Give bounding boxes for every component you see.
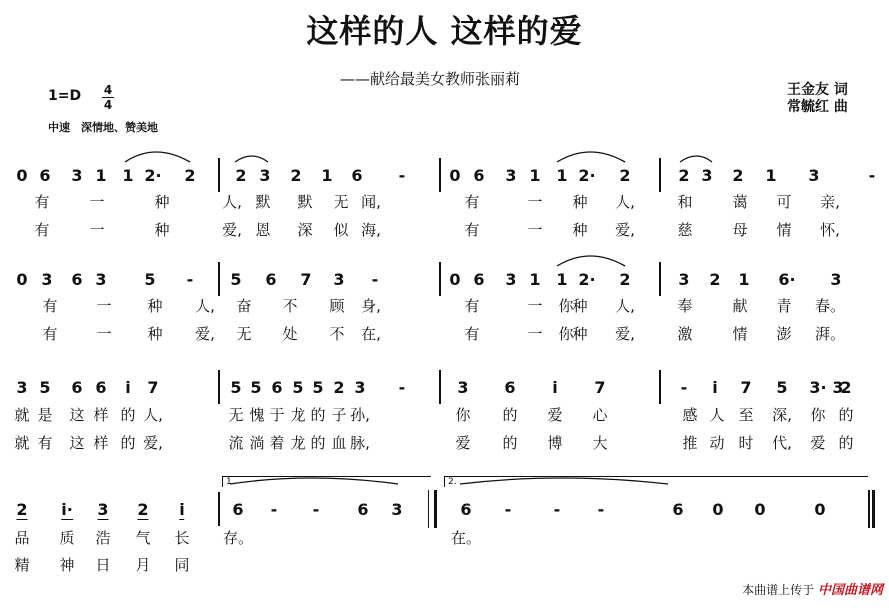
lyric-verse-2: 血 <box>331 434 347 452</box>
note: 2 <box>333 378 345 397</box>
note: 3 <box>71 166 83 185</box>
note: - <box>680 378 688 397</box>
note: 3 <box>505 270 517 289</box>
lyric-verse-1: 默 <box>297 193 313 211</box>
note: 1 <box>556 270 568 289</box>
note: 1 <box>122 166 134 185</box>
lyric-verse-2: 爱, <box>195 325 215 343</box>
note: - <box>868 166 876 185</box>
note: 3 <box>16 378 28 397</box>
lyric-verse-1: 人, <box>222 193 242 211</box>
note: 3 <box>701 166 713 185</box>
lyric-verse-1: 和 <box>677 193 693 211</box>
lyric-verse-2: 月 <box>135 556 151 574</box>
lyric-verse-2: 一 <box>89 221 105 239</box>
note: 2 <box>840 378 852 397</box>
lyric-verse-1: 心 <box>592 406 608 424</box>
note: 6 <box>232 500 244 519</box>
lyric-verse-2: 怀, <box>820 221 840 239</box>
lyric-verse-1: 品 <box>14 529 30 547</box>
note: 2 <box>619 166 631 185</box>
note: - <box>597 500 605 519</box>
bar-line <box>218 262 220 296</box>
lyric-verse-2: 爱, <box>615 325 635 343</box>
note: 2 <box>619 270 631 289</box>
lyric-verse-1: 奋 <box>236 297 252 315</box>
note: 5 <box>230 270 242 289</box>
time-signature <box>100 84 116 111</box>
note: - <box>398 166 406 185</box>
bar-line <box>659 262 661 296</box>
note: 0 <box>16 270 28 289</box>
lyric-verse-2: 的 <box>838 434 854 452</box>
lyric-verse-1: 的 <box>502 406 518 424</box>
lyric-verse-1: 你 <box>455 406 471 424</box>
note: 6 <box>71 270 83 289</box>
lyric-verse-2: 淌 <box>249 434 265 452</box>
lyric-verse-1: 种 <box>572 193 588 211</box>
lyric-verse-2: 神 <box>59 556 75 574</box>
site-brand: 中国曲谱网 <box>817 583 883 598</box>
lyric-verse-1: 闻, <box>361 193 381 211</box>
note: 5 <box>312 378 324 397</box>
lyric-verse-2: 日 <box>95 556 111 574</box>
note: - <box>270 500 278 519</box>
lyric-verse-2: 处 <box>282 325 298 343</box>
lyric-verse-2: 推 <box>682 434 698 452</box>
key-signature: 1=D <box>48 88 82 104</box>
lyric-verse-2: 这 <box>69 434 85 452</box>
lyric-verse-1: 气 <box>135 529 151 547</box>
lyric-verse-2: 不 <box>329 325 345 343</box>
lyric-verse-2: 代, <box>772 434 792 452</box>
note: 1 <box>95 166 107 185</box>
note: 7 <box>300 270 312 289</box>
note: 6 <box>473 270 485 289</box>
note: i <box>125 378 131 397</box>
note: 2 <box>709 270 721 289</box>
lyric-verse-2: 一 <box>527 325 543 343</box>
composer-credit: 常毓红 曲 <box>787 99 848 115</box>
lyric-verse-1: 有 <box>464 193 480 211</box>
lyric-verse-1: 在。 <box>450 529 482 547</box>
lyric-verse-1: 一 <box>527 193 543 211</box>
page-title: 这样的人 这样的爱 <box>306 12 583 50</box>
bar-line <box>439 262 441 296</box>
lyric-verse-1: 可 <box>776 193 792 211</box>
note: 5 <box>39 378 51 397</box>
note: 6 <box>265 270 277 289</box>
lyric-verse-2: 爱, <box>615 221 635 239</box>
note: 1 <box>765 166 777 185</box>
note: i <box>552 378 558 397</box>
lyric-verse-1: 的 <box>120 406 136 424</box>
note: 3 <box>457 378 469 397</box>
note: 3 <box>830 270 842 289</box>
note: 6 <box>460 500 472 519</box>
note: 7 <box>594 378 606 397</box>
lyric-verse-1: 爱 <box>547 406 563 424</box>
lyric-verse-1: 种 <box>147 297 163 315</box>
lyric-verse-1: 的 <box>838 406 854 424</box>
lyric-verse-2: 无 <box>236 325 252 343</box>
slur <box>557 256 625 266</box>
lyric-verse-2: 有 <box>464 325 480 343</box>
final-barline <box>868 490 870 528</box>
lyric-verse-1: 不 <box>282 297 298 315</box>
note: 0 <box>754 500 766 519</box>
lyric-verse-1: 种 <box>572 297 588 315</box>
lyric-verse-1: 浩 <box>95 529 111 547</box>
note: 2· <box>144 166 162 185</box>
note: 0 <box>449 270 461 289</box>
note: 3 <box>354 378 366 397</box>
subtitle: ——献给最美女教师张丽莉 <box>340 70 521 88</box>
lyric-verse-2: 湃。 <box>814 325 846 343</box>
lyric-verse-1: 你 <box>810 406 826 424</box>
lyric-verse-1: 感 <box>682 406 698 424</box>
lyric-verse-2: 爱 <box>455 434 471 452</box>
note: 6· <box>778 270 796 289</box>
slur <box>235 156 268 162</box>
lyric-verse-2: 深 <box>297 221 313 239</box>
note: 5 <box>144 270 156 289</box>
lyric-verse-2: 精 <box>14 556 30 574</box>
note: 3 <box>678 270 690 289</box>
time-signature-bottom: 4 <box>103 98 113 112</box>
lyric-verse-1: 亲, <box>820 193 840 211</box>
note: i <box>712 378 718 397</box>
lyric-verse-1: 人, <box>143 406 163 424</box>
lyric-verse-1: 愧 <box>249 406 265 424</box>
lyric-verse-2: 情 <box>732 325 748 343</box>
lyric-verse-1: 于 <box>269 406 285 424</box>
note: 7 <box>147 378 159 397</box>
lyric-verse-1: 有 <box>42 297 58 315</box>
lyric-verse-1: 人 <box>709 406 725 424</box>
note: 3 <box>505 166 517 185</box>
lyric-verse-2: 脉, <box>350 434 370 452</box>
note: 1 <box>529 270 541 289</box>
note: 3 <box>808 166 820 185</box>
bar-line <box>439 370 441 404</box>
lyric-verse-2: 流 <box>228 434 244 452</box>
lyric-verse-2: 的 <box>120 434 136 452</box>
note: 3 <box>95 270 107 289</box>
lyric-verse-2: 种 <box>572 221 588 239</box>
lyric-verse-2: 种 <box>154 221 170 239</box>
lyric-verse-1: 顾 <box>329 297 345 315</box>
lyric-verse-2: 的 <box>310 434 326 452</box>
second-ending-bracket: 2. <box>444 476 868 487</box>
note: 3 <box>832 378 844 397</box>
note: - <box>398 378 406 397</box>
lyric-verse-1: 子 <box>331 406 347 424</box>
note: 1 <box>529 166 541 185</box>
note: 1 <box>738 270 750 289</box>
lyric-verse-1: 你 <box>558 297 574 315</box>
lyric-verse-1: 人, <box>195 297 215 315</box>
lyric-verse-2: 种 <box>147 325 163 343</box>
lyric-verse-1: 有 <box>34 193 50 211</box>
note: - <box>312 500 320 519</box>
lyric-verse-2: 一 <box>96 325 112 343</box>
note: 3 <box>97 500 109 519</box>
note: 6 <box>357 500 369 519</box>
lyric-verse-2: 有 <box>464 221 480 239</box>
lyric-verse-1: 是 <box>37 406 53 424</box>
note: - <box>371 270 379 289</box>
lyric-verse-2: 爱 <box>810 434 826 452</box>
lyric-verse-2: 样 <box>93 434 109 452</box>
lyric-verse-1: 孙, <box>350 406 370 424</box>
lyric-verse-2: 一 <box>527 221 543 239</box>
bar-line <box>439 158 441 192</box>
note: 6 <box>504 378 516 397</box>
note: 3 <box>41 270 53 289</box>
lyric-verse-2: 时 <box>738 434 754 452</box>
note: - <box>186 270 194 289</box>
note: 6 <box>39 166 51 185</box>
lyric-verse-2: 种 <box>572 325 588 343</box>
lyric-verse-1: 有 <box>464 297 480 315</box>
bar-line <box>659 158 661 192</box>
lyric-verse-2: 似 <box>333 221 349 239</box>
note: 2 <box>16 500 28 519</box>
slur <box>557 152 625 162</box>
note: 5 <box>776 378 788 397</box>
note: 1 <box>556 166 568 185</box>
lyric-verse-2: 同 <box>174 556 190 574</box>
lyric-verse-1: 种 <box>154 193 170 211</box>
lyric-verse-2: 情 <box>776 221 792 239</box>
note: 6 <box>672 500 684 519</box>
lyric-verse-2: 母 <box>732 221 748 239</box>
lyric-verse-2: 在, <box>361 325 381 343</box>
note: 0 <box>814 500 826 519</box>
lyric-verse-1: 无 <box>228 406 244 424</box>
lyric-verse-2: 恩 <box>255 221 271 239</box>
tempo-marking: 中速 深情地、赞美地 <box>48 121 158 134</box>
note: i· <box>61 500 73 519</box>
lyric-verse-2: 爱, <box>143 434 163 452</box>
lyric-verse-1: 一 <box>527 297 543 315</box>
lyric-verse-2: 有 <box>34 221 50 239</box>
lyric-verse-1: 献 <box>732 297 748 315</box>
lyric-verse-2: 澎 <box>776 325 792 343</box>
lyric-verse-1: 龙 <box>290 406 306 424</box>
note: 3 <box>333 270 345 289</box>
lyric-verse-2: 你 <box>558 325 574 343</box>
lyric-verse-2: 有 <box>37 434 53 452</box>
lyric-verse-1: 奉 <box>677 297 693 315</box>
lyric-verse-2: 的 <box>502 434 518 452</box>
repeat-end-barline <box>428 490 437 528</box>
bar-line <box>218 370 220 404</box>
note: 0 <box>712 500 724 519</box>
note: 1 <box>321 166 333 185</box>
note: 2 <box>290 166 302 185</box>
lyric-verse-1: 人, <box>615 193 635 211</box>
bar-line <box>659 370 661 404</box>
note: 7 <box>740 378 752 397</box>
note: 3 <box>391 500 403 519</box>
note: - <box>504 500 512 519</box>
note: 0 <box>449 166 461 185</box>
lyric-verse-1: 无 <box>333 193 349 211</box>
lyric-verse-1: 蔼 <box>732 193 748 211</box>
lyric-verse-2: 有 <box>42 325 58 343</box>
note: 2· <box>578 270 596 289</box>
lyric-verse-2: 爱, <box>222 221 242 239</box>
bar-line <box>218 492 220 526</box>
lyric-verse-1: 质 <box>59 529 75 547</box>
lyric-verse-1: 身, <box>361 297 381 315</box>
slur <box>125 152 190 162</box>
time-signature-top: 4 <box>103 83 113 97</box>
lyric-verse-2: 海, <box>361 221 381 239</box>
lyric-verse-1: 样 <box>93 406 109 424</box>
lyric-verse-2: 激 <box>677 325 693 343</box>
note: 5 <box>230 378 242 397</box>
lyric-verse-1: 一 <box>89 193 105 211</box>
final-barline <box>872 490 875 528</box>
slur <box>680 156 712 162</box>
lyric-verse-1: 一 <box>96 297 112 315</box>
first-ending-bracket: 1. <box>222 476 431 487</box>
note: 2 <box>184 166 196 185</box>
lyric-verse-2: 动 <box>709 434 725 452</box>
lyric-verse-1: 青 <box>776 297 792 315</box>
lyric-verse-2: 博 <box>547 434 563 452</box>
lyric-verse-2: 慈 <box>677 221 693 239</box>
lyric-verse-1: 深, <box>772 406 792 424</box>
note: 6 <box>71 378 83 397</box>
bar-line <box>218 158 220 192</box>
note: 6 <box>473 166 485 185</box>
footer-text: 本曲谱上传于 <box>742 583 815 597</box>
note: 5 <box>250 378 262 397</box>
note: 6 <box>271 378 283 397</box>
lyricist-credit: 王金友 词 <box>787 82 848 98</box>
note: 2· <box>578 166 596 185</box>
lyric-verse-1: 人, <box>615 297 635 315</box>
lyric-verse-1: 春。 <box>814 297 846 315</box>
note: i <box>179 500 185 519</box>
lyric-verse-1: 就 <box>14 406 30 424</box>
note: 6 <box>95 378 107 397</box>
note: - <box>553 500 561 519</box>
lyric-verse-1: 的 <box>310 406 326 424</box>
note: 2 <box>678 166 690 185</box>
lyric-verse-2: 龙 <box>290 434 306 452</box>
lyric-verse-1: 这 <box>69 406 85 424</box>
note: 2 <box>732 166 744 185</box>
note: 6 <box>351 166 363 185</box>
lyric-verse-2: 着 <box>269 434 285 452</box>
lyric-verse-2: 就 <box>14 434 30 452</box>
note: 0 <box>16 166 28 185</box>
lyric-verse-2: 大 <box>592 434 608 452</box>
lyric-verse-1: 默 <box>255 193 271 211</box>
note: 2 <box>235 166 247 185</box>
note: 3· <box>809 378 827 397</box>
lyric-verse-1: 存。 <box>222 529 254 547</box>
lyric-verse-1: 至 <box>738 406 754 424</box>
footer <box>742 579 883 598</box>
note: 3 <box>259 166 271 185</box>
note: 2 <box>137 500 149 519</box>
lyric-verse-1: 长 <box>174 529 190 547</box>
note: 5 <box>292 378 304 397</box>
